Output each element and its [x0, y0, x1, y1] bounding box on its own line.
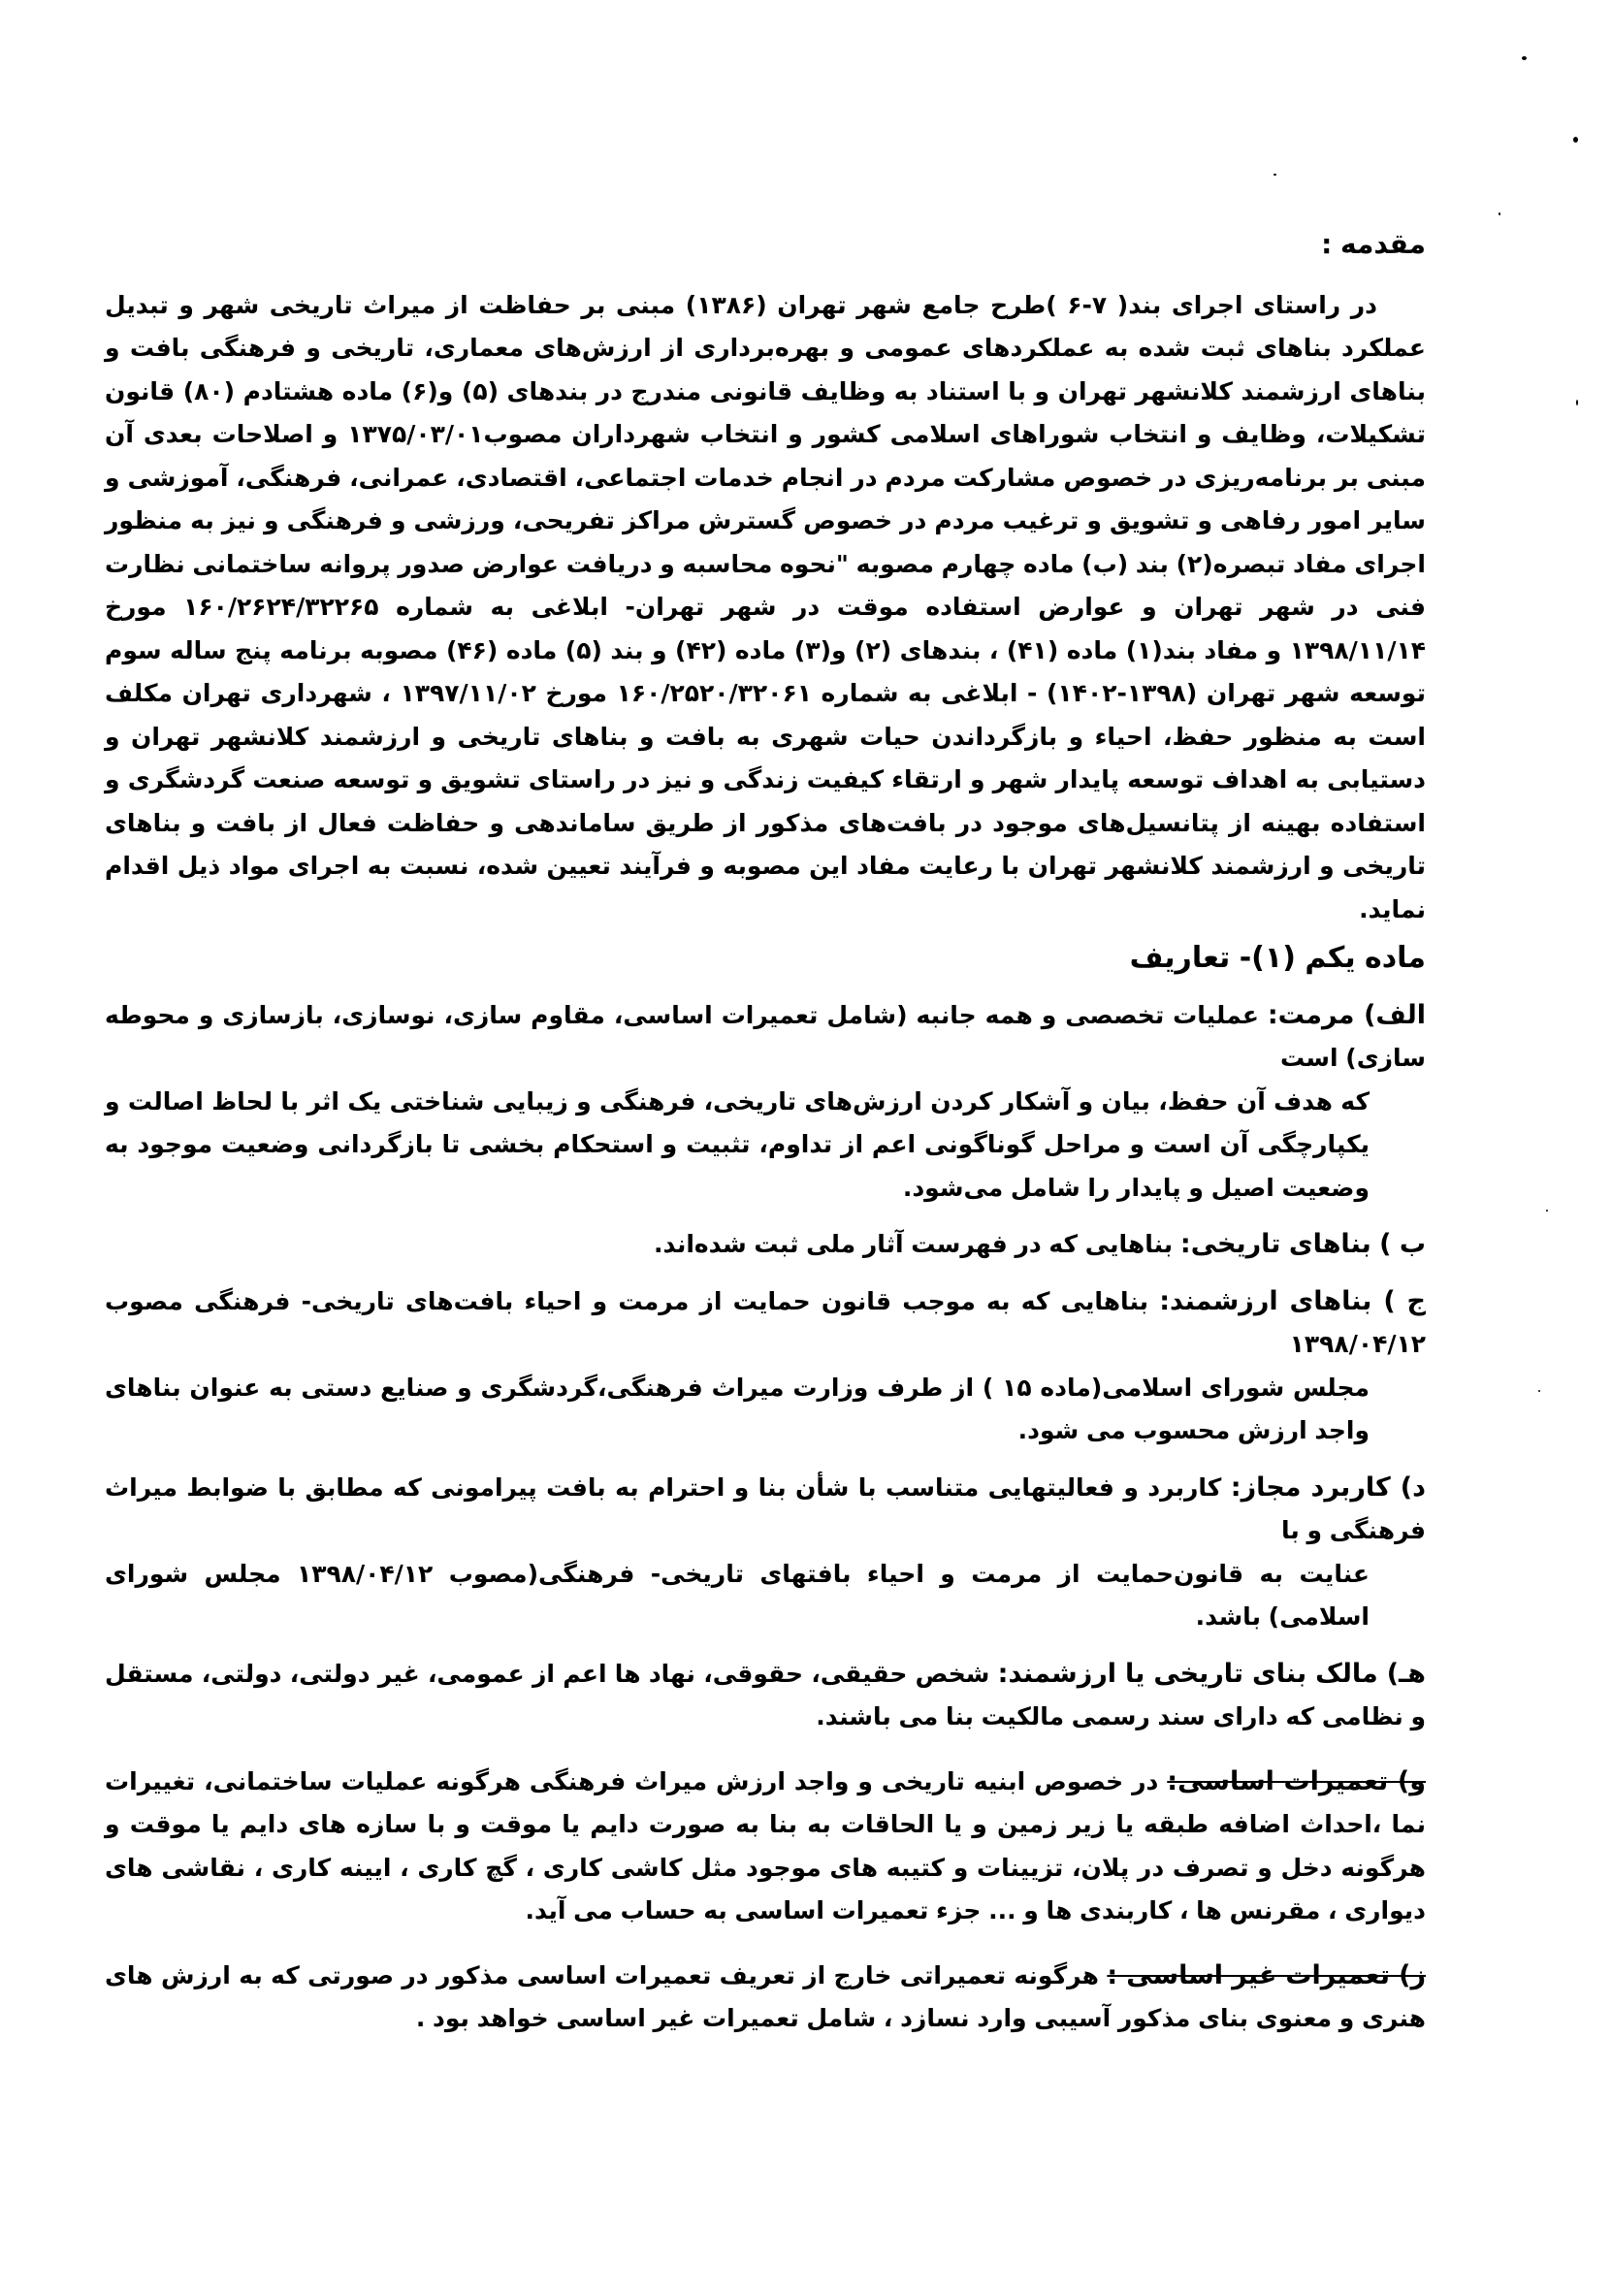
scan-speck [1546, 1210, 1548, 1212]
definition-label: ج ) بناهای ارزشمند: [1159, 1285, 1427, 1316]
scan-speck [1522, 56, 1527, 60]
definition-label: الف) مرمت: [1267, 999, 1426, 1030]
definition-label: هـ) مالک بنای تاریخی یا ارزشمند: [997, 1658, 1426, 1689]
definition-label: ز) تعمیرات غیر اساسی : [1107, 1959, 1426, 1990]
definition-item [105, 1653, 1426, 1739]
document-body [105, 223, 1426, 2041]
definition-continuation: مجلس شورای اسلامی(ماده ۱۵ ) از طرف وزارت میراث فرهنگی،گردشگری و صنایع دستی به عنوان بناهای واجد ارزش محسوب می شود. [105, 1373, 1370, 1444]
scan-speck [1273, 174, 1276, 176]
scan-speck [1499, 212, 1500, 215]
definition-label: د) کاربرد مجاز: [1230, 1471, 1426, 1503]
scan-speck [1576, 400, 1578, 405]
definition-label: و) تعمیرات اساسی: [1167, 1765, 1427, 1796]
definition-item [105, 994, 1426, 1211]
definition-text: کاربرد و فعالیتهایی متناسب با شأن بنا و احترام به بافت پیرامونی که مطابق با ضوابط میراث فرهنگی و با [105, 1472, 1426, 1544]
definition-text: هرگونه تعمیراتی خارج از تعریف تعمیرات اساسی مذکور در صورتی که به ارزش های هنری و معنوی بنای مذکور آسیبی وارد نسازد ، شامل تعمیرات غیر اساسی خواهد بود . [105, 1960, 1426, 2032]
definition-text: شخص حقیقی، حقوقی، نهاد ها اعم از عمومی، غیر دولتی، دولتی، مستقل و نظامی که دارای سند رسمی مالکیت بنا می باشند. [105, 1659, 1426, 1730]
scan-speck [1538, 1390, 1540, 1392]
definition-item [105, 1761, 1426, 1933]
definition-text: عملیات تخصصی و همه جانبه (شامل تعمیرات اساسی، مقاوم سازی، نوسازی، بازسازی و محوطه سازی) است [105, 1000, 1426, 1072]
intro-paragraph: در راستای اجرای بند( ۷-۶ )طرح جامع شهر تهران (۱۳۸۶) مبنی بر حفاظت از میراث تاریخی شهر و تبدیل عملکرد بناهای ثبت شده به عملکردهای عمومی و بهره‌برداری از ارزش‌های معماری، تاریخی و فرهنگی بافت و بناهای ارزشمند کلانشهر تهران و با استناد به وظایف قانونی مندرج در بندهای (۵) و(۶) ماده هشتادم (۸۰) قانون تشکیلات، وظایف و انتخاب شوراهای اسلامی کشور و انتخاب شهرداران مصوب۱۳۷۵/۰۳/۰۱ و اصلاحات بعدی آن مبنی بر برنامه‌ریزی در خصوص مشارکت مردم در انجام خدمات اجتماعی، اقتصادی، عمرانی، فرهنگی، آموزشی و سایر امور رفاهی و تشویق و ترغیب مردم در خصوص گسترش مراکز تفریحی، ورزشی و فرهنگی و نیز به منظور اجرای مفاد تبصره(۲) بند (ب) ماده چهارم مصوبه "نحوه محاسبه و دریافت عوارض صدور پروانه ساختمانی نظارت فنی در شهر تهران و عوارض استفاده موقت در شهر تهران- ابلاغی به شماره ۱۶۰/۲۶۲۴/۳۲۲۶۵ مورخ ۱۳۹۸/۱۱/۱۴ و مفاد بند(۱) ماده (۴۱) ، بندهای (۲) و(۳) ماده (۴۲) و بند (۵) ماده (۴۶) مصوبه برنامه پنج ساله سوم توسعه شهر تهران (۱۳۹۸-۱۴۰۲) - ابلاغی به شماره ۱۶۰/۲۵۲۰/۳۲۰۶۱ مورخ ۱۳۹۷/۱۱/۰۲ ، شهرداری تهران مکلف است به منظور حفظ، احیاء و بازگرداندن حیات شهری به بافت و بناهای تاریخی و ارزشمند کلانشهر تهران و دستیابی به اهداف توسعه پایدار شهر و ارتقاء کیفیت زندگی و نیز در راستای تشویق و توسعه صنعت گردشگری و استفاده بهینه از پتانسیل‌های موجود در بافت‌های مذکور از طریق ساماندهی و حفاظت فعال از بافت و بناهای تاریخی و ارزشمند کلانشهر تهران با رعایت مفاد این مصوبه و فرآیند تعیین شده، نسبت به اجرای مواد ذیل اقدام نماید. [105, 290, 1426, 923]
definition-continuation: که هدف آن حفظ، بیان و آشکار کردن ارزش‌های تاریخی، فرهنگی و زیبایی شناختی یک اثر با لحاظ اصالت و یکپارچگی آن است و مراحل گوناگونی اعم از تداوم، تثبیت و استحکام بخشی تا بازگردانی وضعیت موجود به وضعیت اصیل و پایدار را شامل می‌شود. [105, 1086, 1370, 1202]
definition-continuation: عنایت به قانون‌حمایت از مرمت و احیاء بافتهای تاریخی- فرهنگی(مصوب ۱۳۹۸/۰۴/۱۲ مجلس شورای اسلامی) باشد. [105, 1559, 1370, 1631]
definition-text: در خصوص ابنیه تاریخی و واجد ارزش میراث فرهنگی هرگونه عملیات ساختمانی، تغییرات نما ،احداث اضافه طبقه یا زیر زمین و یا الحاقات به بنا به صورت دایم یا موقت و با سازه های دایم یا موقت و هرگونه دخل و تصرف در پلان، تزیینات و کتیبه های موجود مثل کاشی کاری ، گچ کاری ، ایینه کاری ، نقاشی های دیواری ، مقرنس ها ، کاربندی ها و ... جزء تعمیرات اساسی به حساب می آید. [105, 1766, 1426, 1924]
definition-label: ب ) بناهای تاریخی: [1179, 1229, 1426, 1259]
definition-item [105, 1467, 1426, 1639]
definition-item [105, 1223, 1426, 1267]
scan-speck [1573, 137, 1578, 143]
definition-text: بناهایی که به موجب قانون حمایت از مرمت و احیاء بافت‌های تاریخی- فرهنگی مصوب ۱۳۹۸/۰۴/۱۲ [105, 1286, 1426, 1358]
article-heading: ماده یکم (۱)- تعاریف [1129, 941, 1426, 975]
definition-item [105, 1280, 1426, 1453]
definition-text: بناهایی که در فهرست آثار ملی ثبت شده‌اند. [654, 1230, 1180, 1258]
intro-heading: مقدمه : [1321, 228, 1426, 260]
definition-item [105, 1955, 1426, 2041]
